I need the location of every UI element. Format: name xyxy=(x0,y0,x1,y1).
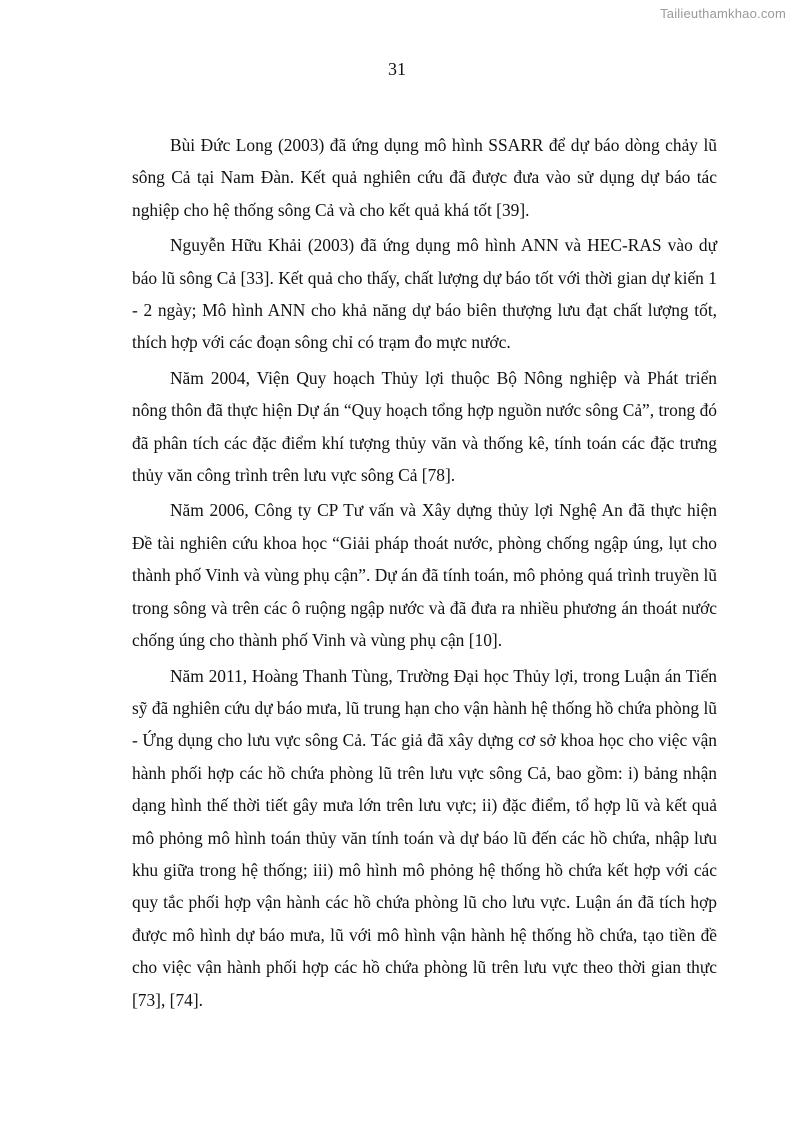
paragraph-nam-2004: Năm 2004, Viện Quy hoạch Thủy lợi thuộc Bộ Nông nghiệp và Phát triển nông thôn đã thực hiện Dự án “Quy hoạch tổng hợp nguồn nước sông Cả”, trong đó đã phân tích các đặc điểm khí tượng thủy văn và thống kê, tính toán các đặc trưng thủy văn công trình trên lưu vực sông Cả [78]. xyxy=(132,367,717,486)
paragraph-bui-duc-long: Bùi Đức Long (2003) đã ứng dụng mô hình SSARR để dự báo dòng chảy lũ sông Cả tại Nam Đàn. Kết quả nghiên cứu đã được đưa vào sử dụng dự báo tác nghiệp cho hệ thống sông Cả và cho kết quả khá tốt [39]. xyxy=(132,135,717,220)
watermark-text: Tailieuthamkhao.com xyxy=(660,6,786,21)
paragraph-nam-2006: Năm 2006, Công ty CP Tư vấn và Xây dựng thủy lợi Nghệ An đã thực hiện Đề tài nghiên cứu khoa học “Giải pháp thoát nước, phòng chống ngập úng, lụt cho thành phố Vinh và vùng phụ cận”. Dự án đã tính toán, mô phỏng quá trình truyền lũ trong sông và trên các ô ruộng ngập nước và đã đưa ra nhiều phương án thoát nước chống úng cho thành phố Vinh và vùng phụ cận [10]. xyxy=(132,500,717,651)
paragraph-nam-2011: Năm 2011, Hoàng Thanh Tùng, Trường Đại học Thủy lợi, trong Luận án Tiến sỹ đã nghiên cứu dự báo mưa, lũ trung hạn cho vận hành hệ thống hồ chứa phòng lũ - Ứng dụng cho lưu vực sông Cả. Tác giả đã xây dựng cơ sở khoa học cho việc vận hành phối hợp các hồ chứa phòng lũ trên lưu vực sông Cả, bao gồm: i) bảng nhận dạng hình thế thời tiết gây mưa lớn trên lưu vực; ii) đặc điểm, tổ hợp lũ và kết quả mô phỏng mô hình toán thủy văn tính toán và dự báo lũ đến các hồ chứa, nhập lưu khu giữa trong hệ thống; iii) mô hình mô phỏng hệ thống hồ chứa kết hợp với các quy tắc phối hợp vận hành các hồ chứa phòng lũ cho lưu vực. Luận án đã tích hợp được mô hình dự báo mưa, lũ với mô hình vận hành hệ thống hồ chứa, tạo tiền đề cho việc vận hành phối hợp các hồ chứa phòng lũ trên lưu vực theo thời gian thực [73], [74]. xyxy=(132,665,717,1010)
document-body xyxy=(132,129,717,1019)
paragraph-nguyen-huu-khai: Nguyễn Hữu Khải (2003) đã ứng dụng mô hình ANN và HEC-RAS vào dự báo lũ sông Cả [33]. Kết quả cho thấy, chất lượng dự báo tốt với thời gian dự kiến 1 - 2 ngày; Mô hình ANN cho khả năng dự báo biên thượng lưu đạt chất lượng tốt, thích hợp với các đoạn sông chỉ có trạm đo mực nước. xyxy=(132,235,717,353)
page-number: 31 xyxy=(388,59,406,79)
